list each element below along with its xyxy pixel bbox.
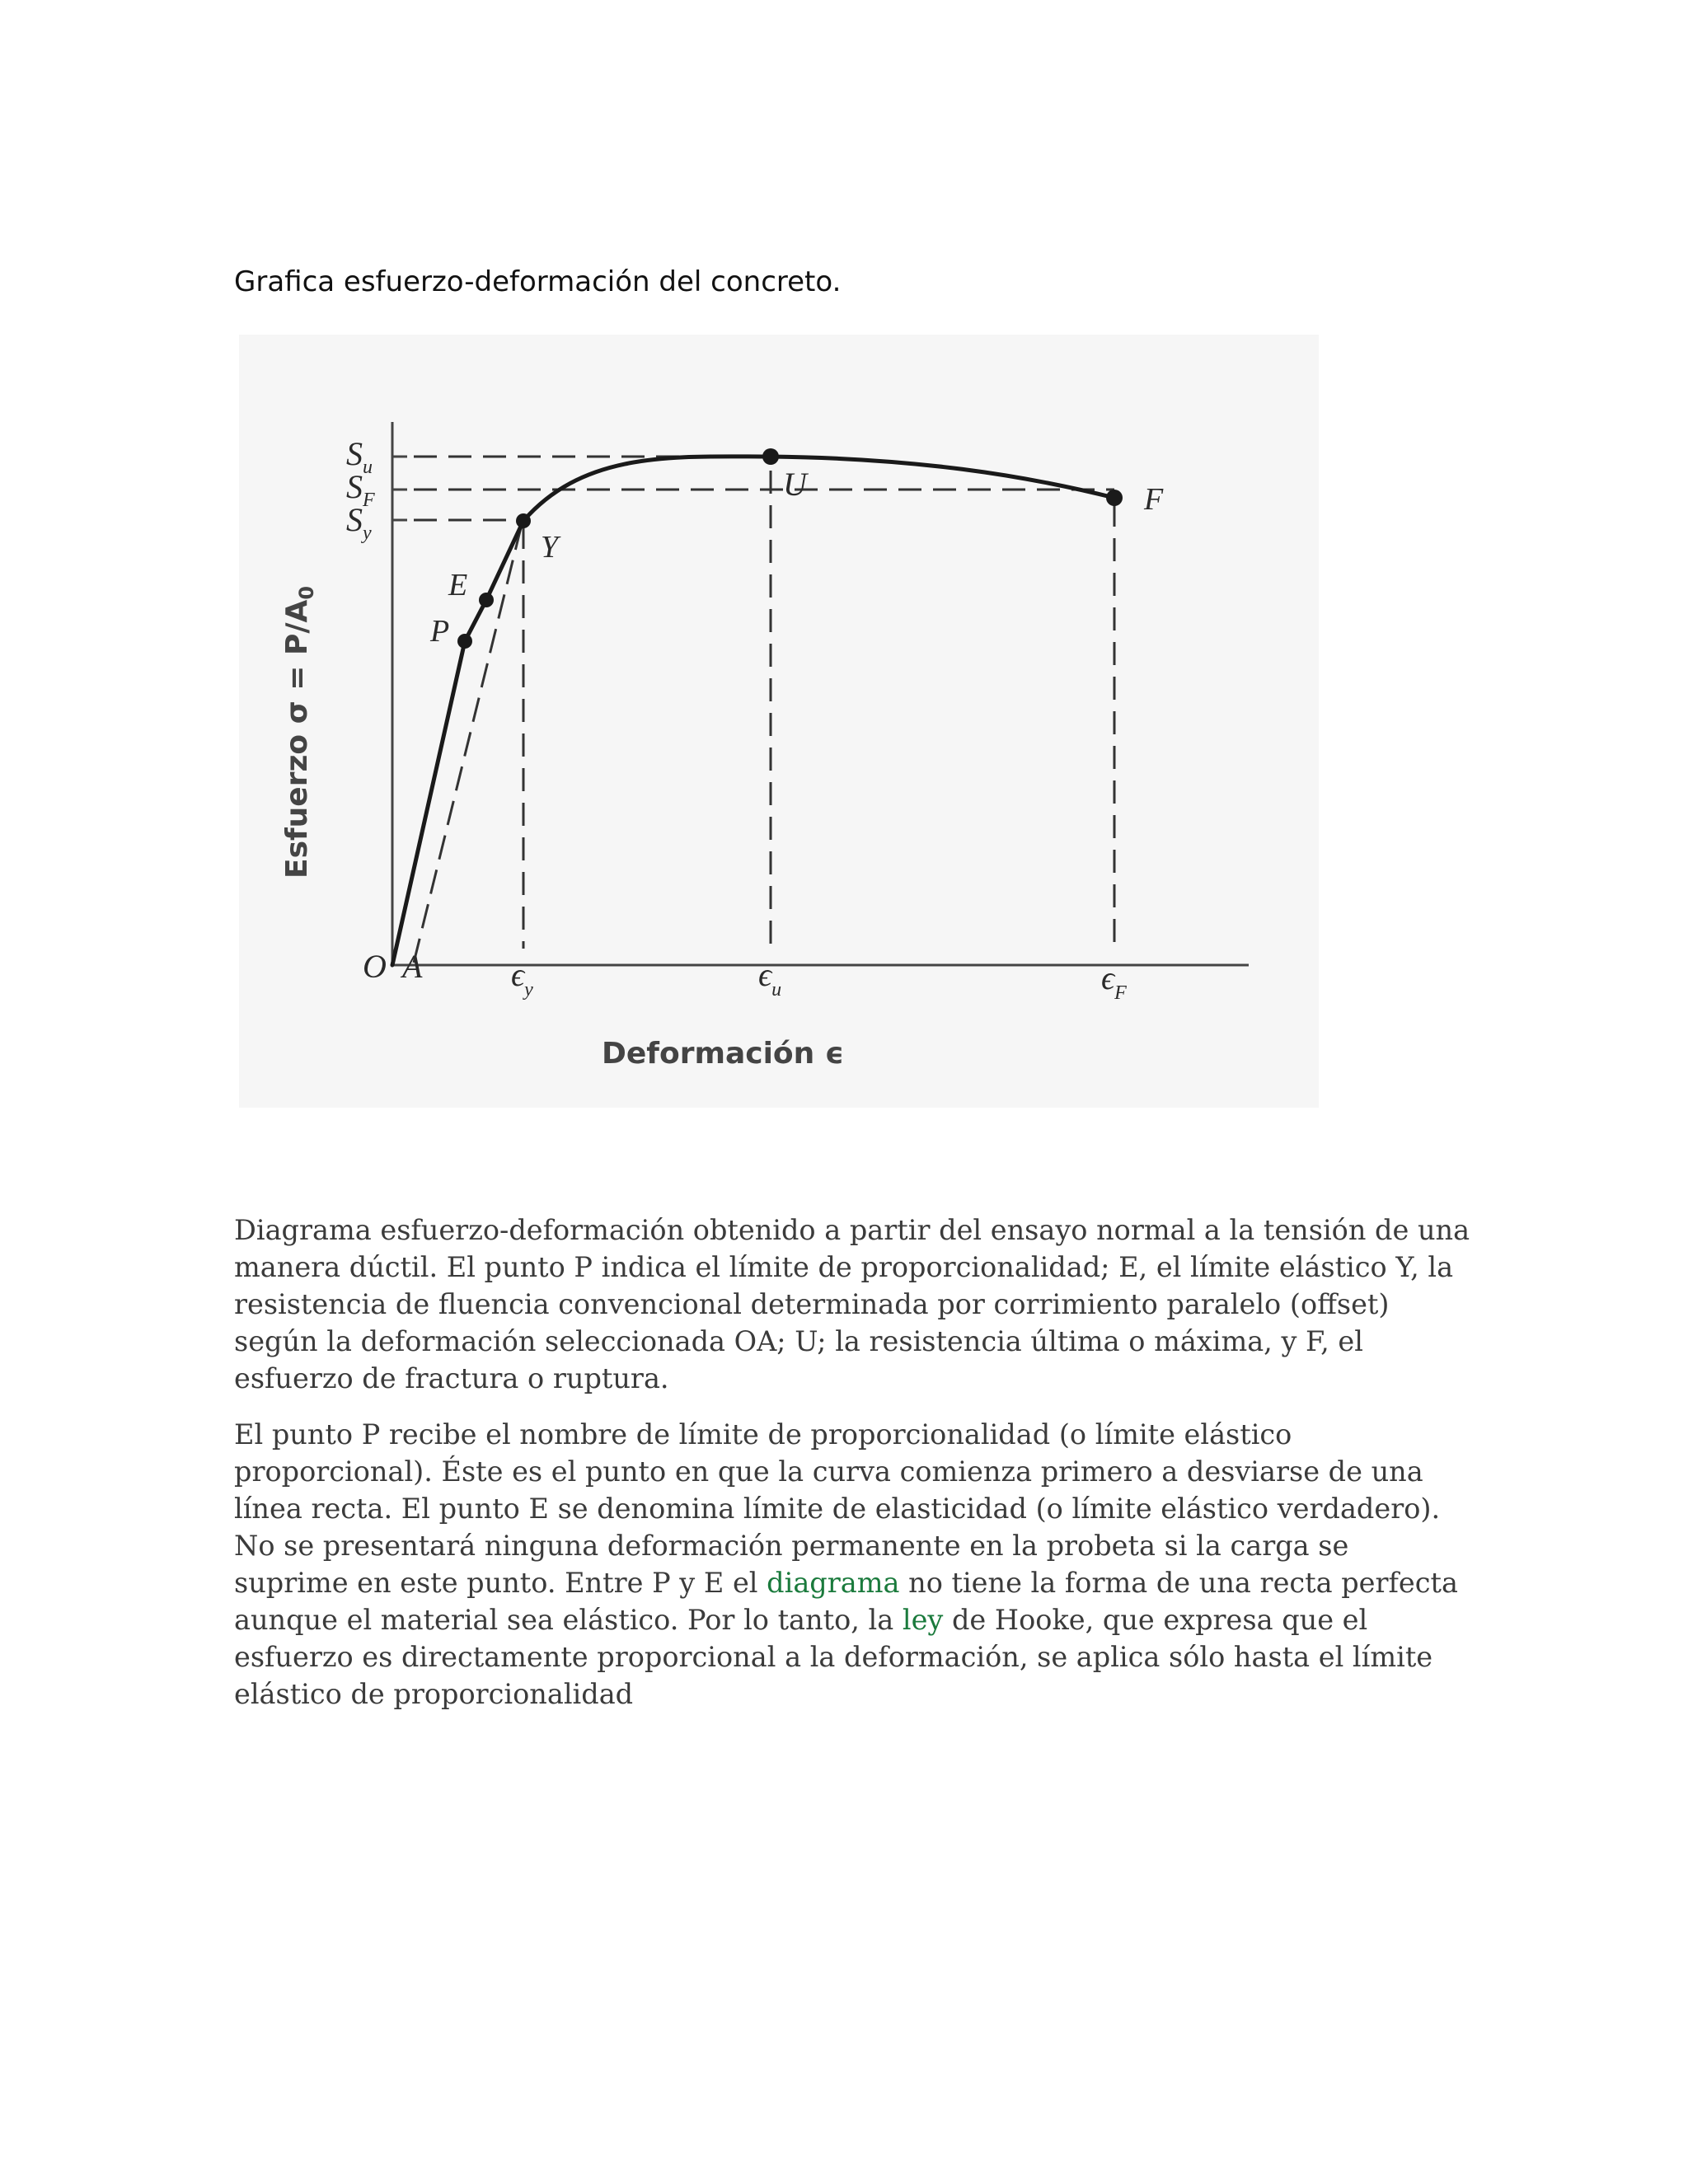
ley-link[interactable]: ley [902, 1604, 944, 1636]
paragraph-2-text-2: no tiene la forma de una recta perfecta aunque el material sea elástico. Por lo tanto, la [234, 1567, 1458, 1636]
diagrama-link[interactable]: diagrama [767, 1567, 900, 1599]
y-tick-su-sub: u [363, 457, 373, 478]
y-tick-sf-main: S [346, 468, 363, 505]
point-p-marker [457, 634, 472, 649]
paragraph-2-text-3: de Hooke, que expresa que el esfuerzo es directamente proporcional a la deformación, se aplica sólo hasta el límite elástico de proporcionalidad [234, 1604, 1433, 1710]
x-tick-ey-main: ϵ [511, 956, 525, 993]
stress-strain-curve [392, 457, 1114, 965]
y-axis-title-sub: 0 [295, 585, 318, 600]
x-tick-eu-sub: u [771, 979, 782, 1001]
x-tick-ey-sub: y [524, 979, 533, 1001]
point-f-marker [1106, 490, 1123, 506]
stress-strain-diagram [239, 335, 1319, 1108]
paragraph-2-text-1: El punto P recibe el nombre de límite de proporcionalidad (o límite elástico proporcional). Éste es el punto en que la curva comienza primero a desviarse de una línea recta. El punto E se denomina límite de elasticidad (o límite elástico verdadero). No se presentará ninguna deformación permanente en la probeta si la carga se suprime en este punto. Entre P y E el [234, 1418, 1441, 1599]
x-tick-a: A [402, 948, 423, 985]
x-tick-eu-main: ϵ [758, 956, 772, 993]
point-u-marker [762, 448, 779, 465]
y-tick-sy-sub: y [363, 523, 372, 544]
point-p-label: P [430, 614, 450, 649]
offset-line [414, 524, 522, 963]
y-tick-su-main: S [346, 435, 363, 472]
point-y-marker [516, 513, 531, 528]
y-tick-sf-sub: F [363, 490, 375, 511]
x-tick-o: O [363, 948, 387, 985]
point-u-label: U [783, 466, 807, 503]
x-tick-ey [511, 956, 533, 1001]
x-tick-ef-main: ϵ [1101, 959, 1115, 996]
x-tick-eu [758, 956, 781, 1001]
x-tick-ef-sub: F [1114, 982, 1127, 1004]
point-e-label: E [448, 568, 468, 602]
point-y-label: Y [541, 530, 559, 565]
description-paragraph-2 [234, 1416, 1470, 1713]
diagram-svg [239, 335, 1319, 1108]
point-f-label: F [1144, 482, 1164, 517]
x-axis-title: Deformación ϵ [602, 1037, 845, 1071]
point-e-marker [479, 593, 494, 607]
document-title: Grafica esfuerzo-deformación del concreto. [234, 265, 842, 298]
y-tick-sy-main: S [346, 501, 363, 538]
y-axis-title [280, 586, 318, 879]
y-axis-title-main: Esfuerzo σ = P/A [280, 599, 314, 879]
description-paragraph-1: Diagrama esfuerzo-deformación obtenido a partir del ensayo normal a la tensión de una manera dúctil. El punto P indica el límite de proporcionalidad; E, el límite elástico Y, la resistencia de fluencia convencional determinada por corrimiento paralelo (offset) según la deformación seleccionada OA; U; la resistencia última o máxima, y F, el esfuerzo de fractura o ruptura. [234, 1214, 1470, 1394]
